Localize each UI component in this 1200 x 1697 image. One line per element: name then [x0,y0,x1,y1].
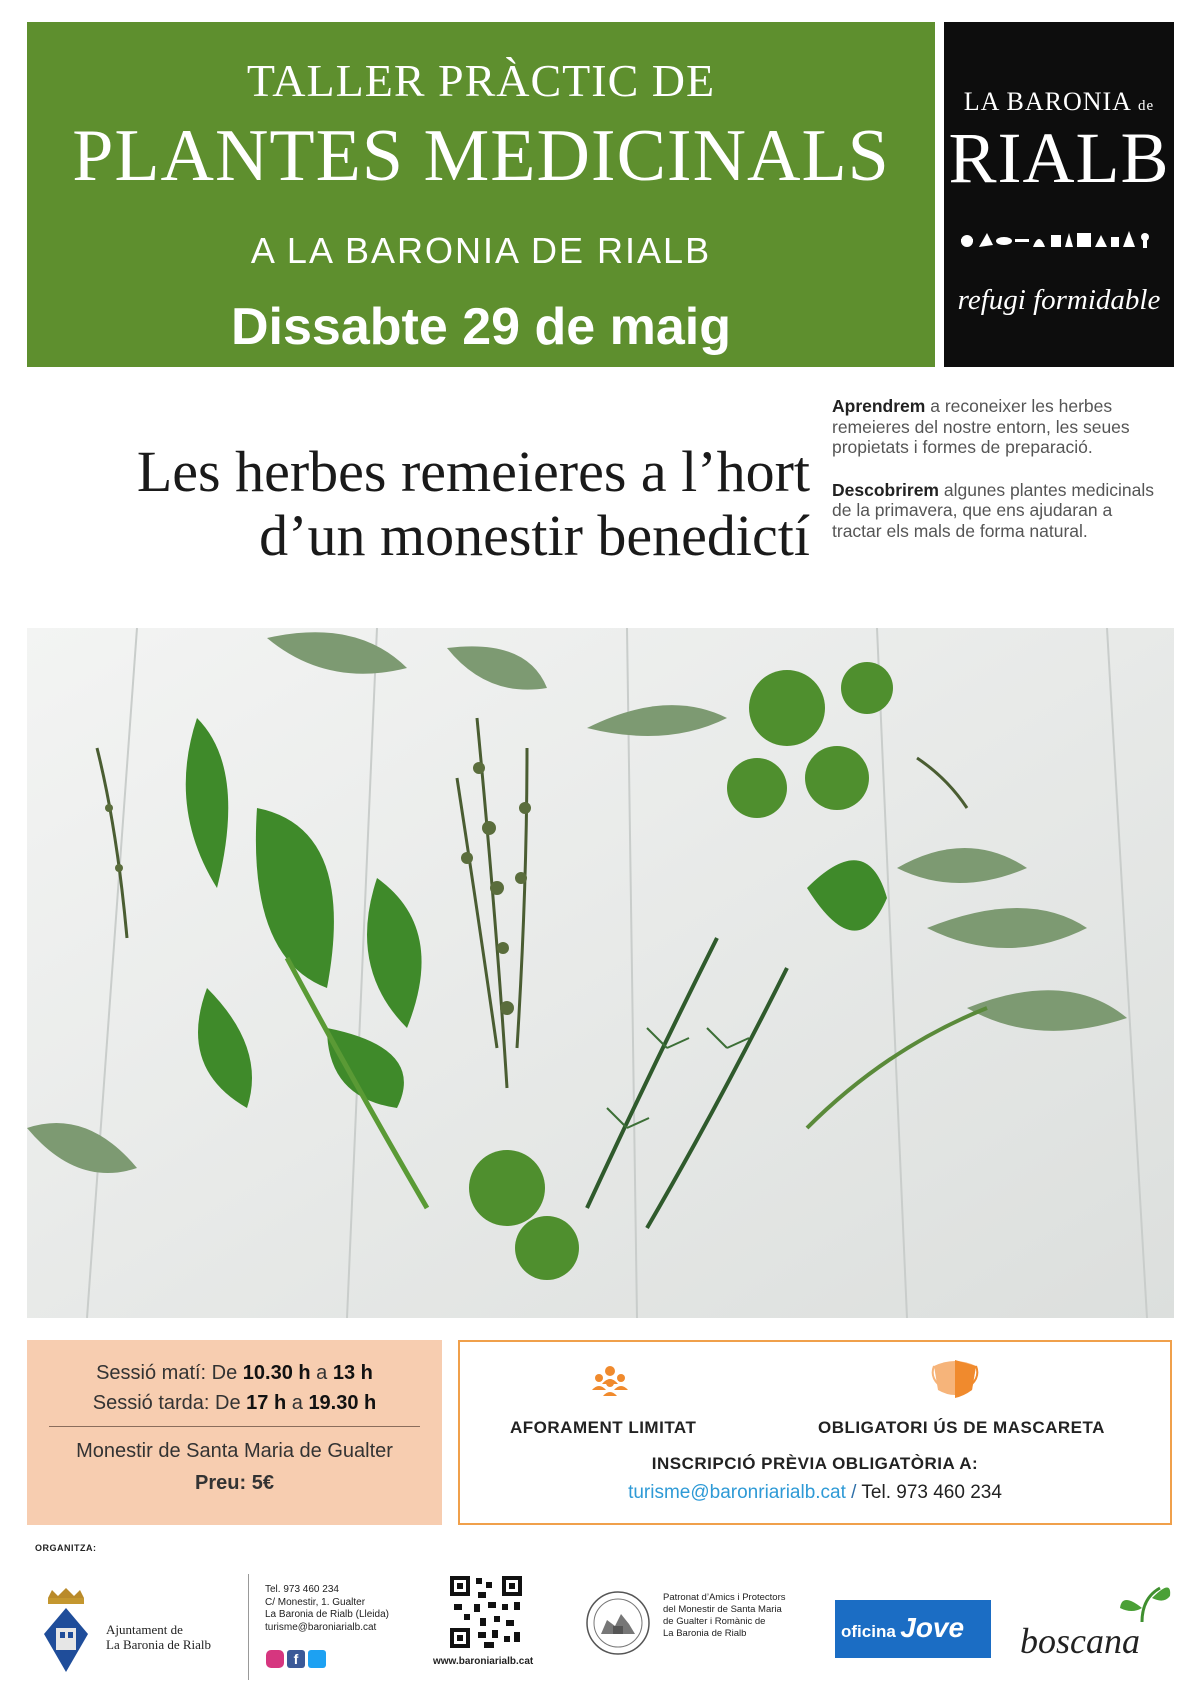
boscana-logo: boscana [1020,1621,1140,1661]
headline-line2: d’un monestir benedictí [259,503,810,568]
municipal-coat-of-arms-icon [40,1588,92,1674]
workshop-location: A LA BARONIA DE RIALB [250,230,712,271]
people-group-icon [590,1364,630,1398]
ajuntament-name: Ajuntament de La Baronia de Rialb [106,1622,212,1652]
registration-contact: turisme@baronriarialb.cat / Tel. 973 460 234 [628,1482,1002,1503]
registration-email-link[interactable]: turisme@baronriarialb.cat [628,1482,846,1503]
workshop-date: Dissabte 29 de maig [231,298,731,356]
schedule-divider [49,1426,420,1427]
social-icons [266,1650,326,1668]
facebook-icon[interactable]: f [287,1650,305,1668]
brand-name: RIALB [948,118,1170,198]
herbs-illustration [27,628,1174,1318]
title-banner [27,22,935,367]
pictogram-strip-icon [959,227,1159,253]
twitter-icon[interactable] [308,1650,326,1668]
headline-line1: Les herbes remeieres a l’hort [136,439,810,504]
brand-line1: LA BARONIA [963,87,1131,116]
patronat-name: Patronat d’Amics i Protectors del Monestir de Santa Maria de Gualter i Romànic de La Baronia de Rialb [663,1592,786,1639]
brand-line1-small: de [1138,98,1155,114]
brand-tagline: refugi formidable [957,284,1161,316]
venue: Monestir de Santa Maria de Gualter [76,1440,393,1462]
baronia-rialb-logo [944,22,1174,367]
workshop-subtitle: TALLER PRÀCTIC DE [246,55,716,106]
face-mask-icon [930,1356,980,1402]
mask-label: OBLIGATORI ÚS DE MASCARETA [818,1418,1105,1437]
price: Preu: 5€ [195,1472,274,1494]
oficina-jove-logo: oficina Jove [835,1600,991,1658]
leaf-sprout-icon [1112,1578,1174,1624]
footer-divider [248,1574,249,1680]
headline [30,440,810,568]
workshop-title: PLANTES MEDICINALS [72,115,890,197]
capacity-label: AFORAMENT LIMITAT [510,1418,697,1437]
website-link[interactable]: www.baroniarialb.cat [433,1656,534,1667]
registration-label: INSCRIPCIÓ PRÈVIA OBLIGATÒRIA A: [651,1454,979,1473]
afternoon-session: Sessió tarda: De 17 h a 19.30 h [92,1392,377,1414]
pictogram-icons [944,227,1174,259]
instagram-icon[interactable] [266,1650,284,1668]
qr-code-icon[interactable] [448,1574,524,1650]
morning-session: Sessió matí: De 10.30 h a 13 h [96,1362,373,1384]
contact-block: Tel. 973 460 234 C/ Monestir, 1. Gualter La Baronia de Rialb (Lleida) turisme@baroniarialb.cat [265,1584,389,1633]
intro-paragraph-2: Descobrirem algunes plantes medicinals de la primavera, que ens ajudaran a tractar els mals de forma natural. [832,479,1154,541]
intro-paragraph-1: Aprendrem a reconeixer les herbes remeieres del nostre entorn, les seues propietats i formes de preparació. [832,396,1130,457]
access-requirements-box [458,1340,1172,1525]
schedule-box [27,1340,442,1525]
herbs-photo [27,628,1174,1318]
intro-text [832,396,1162,563]
organizers-label: ORGANITZA: [35,1543,97,1553]
registration-phone: Tel. 973 460 234 [861,1482,1002,1503]
patronat-seal-icon [585,1590,651,1656]
